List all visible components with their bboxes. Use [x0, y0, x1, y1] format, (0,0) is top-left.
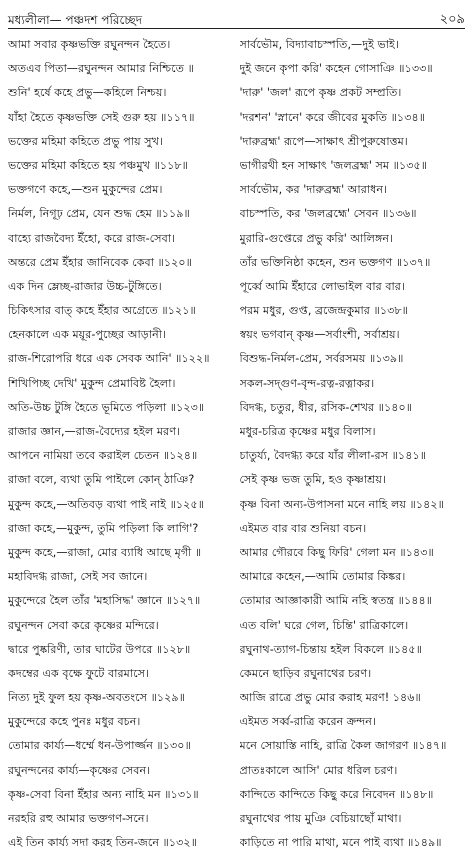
verse-line: মধুর-চরিত্র কৃষ্ণের মধুর বিলাস। [239, 425, 376, 438]
verse-line: আমার গৌরবে কিছু ফিরি' গেলা মন ॥১৪৩॥ [239, 545, 434, 559]
verse-line: নির্মল, নিগূঢ় প্রেম, যেন শুদ্ধ হেম ॥১১৯॥ [8, 207, 190, 221]
verse-line: নিত্য দুই ফুল হয় কৃষ্ণ-অবতংসে ॥১২৯॥ [8, 691, 186, 705]
verse-line: ভক্তের মহিমা কহিতে প্রভু পায় সুখ। [8, 134, 164, 148]
verse-line: আমারে কহেন,—আমি তোমার কিঙ্কর। [239, 570, 406, 584]
verse-line: যাঁহা হৈতে কৃষ্ণভক্তি সেই গুরু হয় ॥১১৭॥ [8, 110, 195, 124]
verse-line: মুকুন্দ কহে,—অতিবড় ব্যথা পাই নাই ॥১২৫॥ [8, 497, 205, 511]
chapter-heading: মধ্যলীলা— পঞ্চদশ পরিচ্ছেদ [8, 13, 142, 27]
verse-line: নরহরি রহু আমার ভক্তগণ-সনে। [8, 812, 149, 825]
verse-line: আজি রাত্রে প্রভু মোর করাহ মরণ! ১৪৬॥ [239, 691, 421, 705]
verse-line: চিকিৎসার বাত্‌ কহে ইঁহার অগ্রেতে ॥১২১॥ [8, 304, 196, 318]
verse-line: বাচস্পতি, কর 'জলব্রহ্মে' সেবন ॥১৩৬॥ [239, 207, 417, 221]
verse-columns [8, 33, 465, 855]
verse-line: বিশুদ্ধ-নির্মল-প্রেম, সর্বরসময় ॥১৩৯॥ [239, 352, 404, 366]
verse-line: 'দরশন' 'স্নানে' করে জীবের মুকতি ॥১৩৪॥ [239, 110, 426, 124]
verse-line: রাজা কহে,—মুকুন্দ, তুমি পড়িলা কি লাগি'? [8, 521, 199, 535]
verse-line: অন্তরে প্রেম ইঁহার জানিবেক কেবা ॥১২০॥ [8, 255, 193, 269]
verse-line: স্বয়ং ভগবান্‌ কৃষ্ণ—সর্বাংশী, সর্বাশ্রয়। [239, 328, 400, 342]
verse-line: রঘুনন্দন সেবা করে কৃষ্ণের মন্দিরে। [8, 618, 159, 632]
verse-line: এত বলি' ঘরে গেল, চিন্তি' রাত্রিকালে। [239, 618, 409, 632]
verse-line: মহাবিদগ্ধ রাজা, সেই সব জানে। [8, 570, 148, 584]
verse-line: রাজ-শিরোপরি ধরে এক সেবক আনি' ॥১২২॥ [8, 352, 210, 366]
running-header [8, 6, 465, 29]
verse-line: মনে সোয়াস্তি নাহি, রাত্রি কৈল জাগরণ ॥১৪৭॥ [239, 739, 447, 753]
verse-line: মুকুন্দ কহে,—রাজা, মোর ব্যাধি আছে মৃগী ॥ [8, 545, 202, 559]
verse-line: কদম্বের এক বৃক্ষে ফুটে বারমাসে। [8, 666, 150, 680]
verse-line: আপনে নামিয়া তবে করাইল চেতন ॥১২৪॥ [8, 449, 198, 463]
verse-line: মুকুন্দেরে কহে পুনঃ মধুর বচন। [8, 715, 141, 729]
verse-line: পরম মধুর, গুপ্ত, ব্রজেন্দ্রকুমার ॥১৩৮॥ [239, 304, 408, 318]
verse-line: তোমার আজ্ঞাকারী আমি নহি স্বতন্ত্র ॥১৪৪॥ [239, 594, 433, 608]
verse-line: রাজা বলে, ব্যথা তুমি পাইলে কোন্‌ ঠাঞি? [8, 473, 195, 487]
verse-line: রঘুনন্দনের কার্য্য—কৃষ্ণের সেবন। [8, 763, 151, 777]
verse-line: দুই জনে কৃপা করি' কহেন গোসাঞি ॥১৩৩॥ [239, 62, 433, 76]
verse-line: মুরারি-গুপ্তেরে প্রভু করি' আলিঙ্গন। [239, 231, 394, 245]
verse-line: চাতুর্য্য, বৈদগ্ধ্য করে যাঁর লীলা-রস ॥১৪১॥ [239, 449, 427, 463]
verse-line: প্রাতঃকালে আসি' মোর ধরিল চরণ। [239, 763, 398, 777]
verse-line: হেনকালে এক ময়ূর-পুচ্ছের আড়ানী। [8, 328, 166, 342]
verse-line: বাহ্যে রাজবৈদ্য ইঁহো, করে রাজ-সেবা। [8, 231, 176, 245]
verse-line: সকল-সদ্‌গুণ-বৃন্দ-রত্ন-রত্নাকর। [239, 376, 375, 390]
verse-line: এইমত বার বার শুনিয়া বচন। [239, 521, 367, 535]
page-number: ২০৯ [439, 12, 465, 27]
verse-line: সার্বভৌম, বিদ্যাবাচস্পতি,—দুই ভাই। [239, 38, 399, 51]
verse-line: অতএব পিতা—রঘুনন্দন আমার নিশ্চিতে ॥ [8, 62, 194, 76]
verse-line: সেই কৃষ্ণ ভজ তুমি, হও কৃষ্ণাশ্রয়। [239, 473, 386, 487]
verse-line: কাড়িতে না পারি মাথা, মনে পাই ব্যথা ॥১৪৯॥ [239, 836, 442, 850]
verse-line: দ্বারে পুষ্করিণী, তার ঘাটের উপরে ॥১২৮॥ [8, 642, 191, 656]
verse-line: এই তিন কার্য্য সদা করহ তিন-জনে ॥১৩২॥ [8, 836, 198, 850]
verse-line: ভক্তের মহিমা কহিতে হয় পঞ্চমুখ ॥১১৮॥ [8, 158, 189, 172]
right-column [240, 33, 466, 855]
verse-line: কেমনে ছাড়িব রঘুনাথের চরণ। [239, 666, 372, 680]
verse-line: আমা সবার কৃষ্ণভক্তি রঘুনন্দন হৈতে। [8, 38, 171, 51]
verse-line: শুনি' হর্ষে কহে প্রভু—কহিলে নিশ্চয়। [8, 86, 167, 100]
verse-line: 'দারু' 'জল' রূপে কৃষ্ণ প্রকট সম্প্রতি। [239, 86, 402, 100]
verse-line: রঘুনাথ-ত্যাগ-চিন্তায় হইল বিকলে ॥১৪৫॥ [239, 642, 423, 656]
left-column [8, 33, 234, 855]
verse-line: এক দিন ম্লেচ্ছ-রাজার উচ্চ-টুঙ্গিতে। [8, 279, 162, 293]
verse-line: কৃষ্ণ-সেবা বিনা ইঁহার অন্য নাহি মন ॥১৩১॥ [8, 787, 199, 801]
verse-line: তাঁর ভক্তিনিষ্ঠা কহেন, শুন ভক্তগণ ॥১৩৭॥ [239, 255, 431, 269]
verse-line: তোমার কার্য্য—ধর্ম্মে ধন-উপার্জ্জন ॥১৩০॥ [8, 739, 191, 753]
verse-line: ভাগীরথী হন সাক্ষাৎ 'জলব্রহ্ম' সম ॥১৩৫॥ [239, 158, 428, 172]
verse-line: শিখিপিচ্ছ দেখি' মুকুন্দ প্রেমাবিষ্ট হৈলা। [8, 376, 176, 390]
verse-line: পূর্ব্বে আমি ইঁহারে লোভাইল বার বার। [239, 279, 405, 293]
verse-line: বিদগ্ধ, চতুর, ধীর, রসিক-শেখর ॥১৪০॥ [239, 400, 413, 414]
verse-line: রাজার জ্ঞান,—রাজ-বৈদ্যের হইল মরণ। [8, 425, 180, 438]
verse-line: সার্বভৌম, কর 'দারুব্রহ্ম' আরাধন। [239, 183, 388, 197]
verse-line: মুকুন্দেরে হৈল তাঁর 'মহাসিদ্ধ' জ্ঞানে ॥১২৭॥ [8, 594, 201, 608]
verse-line: 'দারুব্রহ্ম' রূপে—সাক্ষাৎ শ্রীপুরুষোত্তম। [239, 134, 408, 148]
verse-line: এইমত সর্ব্ব-রাত্রি করেন ক্রন্দন। [239, 715, 376, 729]
verse-line: ভক্তগণে কহে,—শুন মুকুন্দের প্রেম। [8, 183, 163, 197]
verse-line: কান্দিতে কান্দিতে কিছু করে নিবেদন ॥১৪৮॥ [239, 787, 434, 801]
verse-line: অতি-উচ্চ টুঙ্গি হৈতে ভূমিতে পড়িলা ॥১২৩॥ [8, 400, 205, 414]
verse-line: রঘুনাথের পায় মুঞি বেচিয়াছোঁ মাথা। [239, 812, 402, 825]
verse-line: কৃষ্ণ বিনা অন্য-উপাসনা মনে নাহি লয় ॥১৪২॥ [239, 497, 445, 511]
